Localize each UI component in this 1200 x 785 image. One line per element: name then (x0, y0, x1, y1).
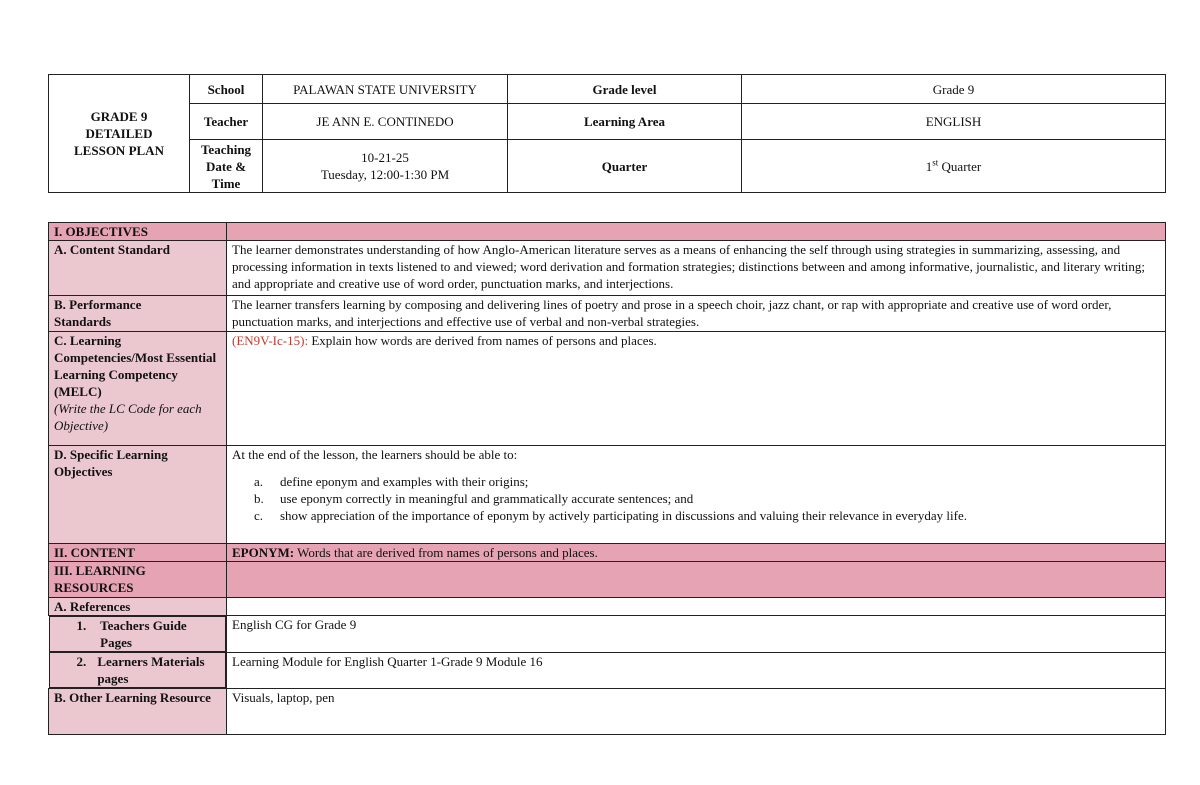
other-resources-value: Visuals, laptop, pen (227, 689, 1166, 735)
learning-area-value: ENGLISH (742, 104, 1166, 140)
learning-area-label: Learning Area (508, 104, 742, 140)
competency-text: Explain how words are derived from names of persons and places. (308, 333, 657, 348)
learners-materials-text: Learners Materials pages (97, 654, 205, 686)
teaching-date-value (263, 140, 508, 193)
quarter-number: 1 (925, 158, 933, 174)
content-standard-text: The learner demonstrates understanding of how Anglo-American literature serves as a means of enhancing the self through using strategies in summarizing, assessing, and processing information in texts listened to and viewed; word derivation and formation strategies; distinctions between and among informative, journalistic, and literary writing; and appropriate and creative use of word order, punctuation marks, and interjections. (227, 241, 1166, 296)
teaching-time: Tuesday, 12:00-1:30 PM (320, 167, 450, 182)
teaching-date-label-line-1: Teaching (200, 141, 252, 157)
quarter-ordinal: st (932, 157, 939, 168)
list-marker: c. (254, 508, 264, 523)
plan-title-line-1: GRADE 9 (90, 109, 148, 124)
content-section-value (227, 544, 1166, 562)
objectives-section-title: I. OBJECTIVES (49, 223, 227, 241)
list-item (232, 507, 1160, 524)
content-standard-label: A. Content Standard (49, 241, 227, 296)
teachers-guide-number: 1. (76, 618, 87, 633)
specific-objectives-label: D. Specific Learning Objectives (49, 446, 227, 544)
teachers-guide-value: English CG for Grade 9 (227, 616, 1166, 653)
list-item-text: define eponym and examples with their origins; (280, 474, 529, 489)
school-label: School (190, 75, 263, 104)
grade-level-label: Grade level (508, 75, 742, 104)
quarter-label: Quarter (508, 140, 742, 193)
list-marker: a. (254, 474, 264, 489)
teachers-guide-label (49, 616, 227, 652)
references-label: A. References (49, 598, 227, 616)
teachers-guide-text: Teachers Guide Pages (100, 618, 187, 650)
list-item (232, 473, 1160, 490)
learning-competencies-text (227, 332, 1166, 446)
list-item-text: use eponym correctly in meaningful and grammatically accurate sentences; and (280, 491, 694, 506)
school-value: PALAWAN STATE UNIVERSITY (263, 75, 508, 104)
resources-section-fill (227, 562, 1166, 598)
specific-objectives-intro: At the end of the lesson, the learners should be able to: (232, 447, 518, 462)
learning-competencies-title: C. Learning Competencies/Most Essential Learning Competency (MELC) (54, 333, 217, 399)
teaching-date-label (190, 140, 263, 193)
learning-competencies-label (49, 332, 227, 446)
performance-standards-label (49, 296, 227, 332)
plan-title-line-2: DETAILED (85, 126, 153, 141)
references-value (227, 598, 1166, 616)
plan-title-line-3: LESSON PLAN (74, 143, 164, 158)
resources-section-title: III. LEARNING RESOURCES (49, 562, 227, 598)
lesson-plan-table (48, 222, 1166, 735)
objectives-section-fill (227, 223, 1166, 241)
content-definition: Words that are derived from names of persons and places. (294, 545, 598, 560)
performance-label-line-1: B. Performance (54, 297, 142, 312)
teaching-date-label-line-2: Date & (205, 158, 247, 174)
learners-materials-label (49, 652, 227, 688)
plan-title (49, 75, 190, 193)
other-resources-label: B. Other Learning Resource (49, 689, 227, 735)
teacher-label: Teacher (190, 104, 263, 140)
teaching-date: 10-21-25 (361, 150, 409, 165)
list-marker: b. (254, 491, 264, 506)
quarter-value (742, 140, 1166, 193)
content-section-title: II. CONTENT (49, 544, 227, 562)
list-item (232, 490, 1160, 507)
learners-materials-number: 2. (76, 654, 87, 669)
competency-code: (EN9V-Ic-15): (232, 333, 309, 348)
specific-objectives-list (232, 473, 1160, 524)
performance-label-line-2: Standards (54, 314, 112, 329)
lesson-header-table (48, 74, 1166, 193)
learners-materials-value: Learning Module for English Quarter 1-Grade 9 Module 16 (227, 652, 1166, 689)
list-item-text: show appreciation of the importance of eponym by actively participating in discussions and valuing their relevance in everyday life. (280, 508, 967, 523)
content-term: EPONYM: (232, 545, 295, 560)
teacher-value: JE ANN E. CONTINEDO (263, 104, 508, 140)
grade-level-value: Grade 9 (742, 75, 1166, 104)
specific-objectives-cell (227, 446, 1166, 544)
quarter-text: Quarter (938, 158, 982, 174)
performance-standards-text: The learner transfers learning by composing and delivering lines of poetry and prose in a speech choir, jazz chant, or rap with appropriate and creative use of word order, punctuation marks, and interjections and effective use of verbal and non-verbal strategies. (227, 296, 1166, 332)
teaching-date-label-line-3: Time (211, 175, 241, 191)
lc-code-note: (Write the LC Code for each Objective) (54, 401, 202, 433)
